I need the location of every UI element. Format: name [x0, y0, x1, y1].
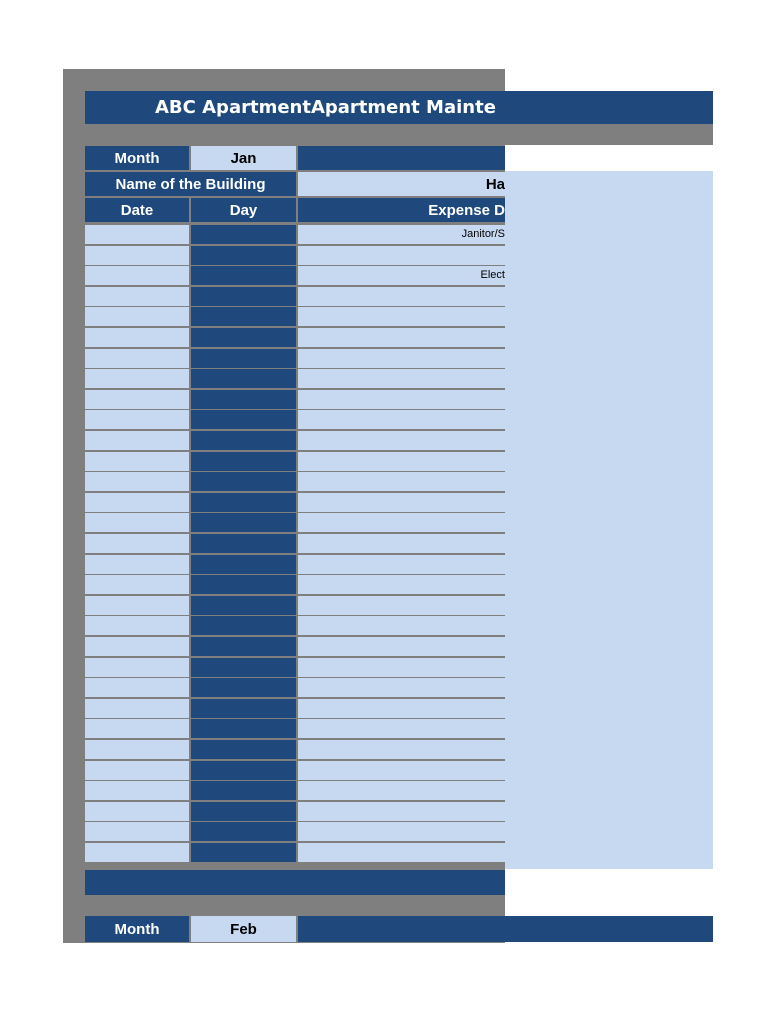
date-cell[interactable] — [85, 616, 189, 635]
date-cell[interactable] — [85, 225, 189, 244]
day-cell[interactable] — [191, 369, 296, 388]
expense-cell[interactable] — [298, 719, 505, 738]
day-cell[interactable] — [191, 513, 296, 532]
day-cell[interactable] — [191, 761, 296, 780]
expense-cell[interactable] — [298, 390, 505, 409]
date-cell[interactable] — [85, 493, 189, 512]
day-cell[interactable] — [191, 472, 296, 491]
date-cell[interactable] — [85, 843, 189, 862]
date-cell[interactable] — [85, 246, 189, 265]
day-cell[interactable] — [191, 678, 296, 697]
day-cell[interactable] — [191, 431, 296, 450]
separator-strip — [85, 124, 713, 145]
date-cell[interactable] — [85, 452, 189, 471]
date-cell[interactable] — [85, 307, 189, 326]
month-label-cell: Month — [85, 146, 189, 170]
date-cell[interactable] — [85, 349, 189, 368]
expense-cell[interactable] — [298, 493, 505, 512]
expense-cell[interactable] — [298, 616, 505, 635]
day-cell[interactable] — [191, 802, 296, 821]
expense-cell[interactable] — [298, 637, 505, 656]
expense-cell[interactable] — [298, 369, 505, 388]
date-cell[interactable] — [85, 513, 189, 532]
feb-month-value-cell[interactable]: Feb — [191, 916, 296, 942]
date-cell[interactable] — [85, 781, 189, 800]
day-cell[interactable] — [191, 493, 296, 512]
expense-cell[interactable] — [298, 658, 505, 677]
date-cell[interactable] — [85, 431, 189, 450]
expense-cell[interactable] — [298, 596, 505, 615]
day-cell[interactable] — [191, 287, 296, 306]
day-cell[interactable] — [191, 822, 296, 841]
date-cell[interactable] — [85, 410, 189, 429]
separator-strip-bottom — [85, 895, 505, 916]
expense-cell[interactable] — [298, 349, 505, 368]
day-cell[interactable] — [191, 719, 296, 738]
expense-cell[interactable] — [298, 246, 505, 265]
day-cell[interactable] — [191, 658, 296, 677]
expense-cell[interactable]: Janitor/S — [298, 225, 505, 244]
date-cell[interactable] — [85, 472, 189, 491]
expense-cell[interactable] — [298, 452, 505, 471]
day-cell[interactable] — [191, 266, 296, 285]
expense-cell[interactable]: Elect — [298, 266, 505, 285]
expense-cell[interactable] — [298, 575, 505, 594]
date-cell[interactable] — [85, 719, 189, 738]
day-cell[interactable] — [191, 534, 296, 553]
day-header: Day — [191, 198, 296, 222]
date-cell[interactable] — [85, 822, 189, 841]
expense-cell[interactable] — [298, 740, 505, 759]
day-cell[interactable] — [191, 575, 296, 594]
expense-cell[interactable] — [298, 328, 505, 347]
expense-cell[interactable] — [298, 843, 505, 862]
month-row-filler — [298, 146, 505, 170]
date-cell[interactable] — [85, 740, 189, 759]
date-cell[interactable] — [85, 596, 189, 615]
feb-month-row-filler — [298, 916, 713, 942]
expense-cell[interactable] — [298, 534, 505, 553]
expense-cell[interactable] — [298, 678, 505, 697]
date-cell[interactable] — [85, 658, 189, 677]
expense-cell[interactable] — [298, 431, 505, 450]
expense-cell[interactable] — [298, 781, 505, 800]
day-cell[interactable] — [191, 452, 296, 471]
expense-cell[interactable] — [298, 307, 505, 326]
expense-cell[interactable] — [298, 802, 505, 821]
expense-cell[interactable] — [298, 513, 505, 532]
date-cell[interactable] — [85, 802, 189, 821]
building-value-cell[interactable]: Ha — [298, 172, 505, 196]
day-cell[interactable] — [191, 555, 296, 574]
month-value-cell[interactable]: Jan — [191, 146, 296, 170]
date-cell[interactable] — [85, 390, 189, 409]
day-cell[interactable] — [191, 699, 296, 718]
sheet-title: ABC ApartmentApartment Mainte — [155, 97, 496, 118]
date-cell[interactable] — [85, 534, 189, 553]
right-panel-fill — [505, 171, 713, 869]
expense-cell[interactable] — [298, 287, 505, 306]
expense-cell[interactable] — [298, 699, 505, 718]
date-cell[interactable] — [85, 287, 189, 306]
date-cell[interactable] — [85, 266, 189, 285]
total-row — [85, 870, 505, 895]
expense-cell[interactable] — [298, 410, 505, 429]
day-cell[interactable] — [191, 616, 296, 635]
day-cell[interactable] — [191, 637, 296, 656]
day-cell[interactable] — [191, 225, 296, 244]
day-cell[interactable] — [191, 307, 296, 326]
date-cell[interactable] — [85, 761, 189, 780]
expense-header: Expense D — [298, 198, 505, 222]
day-cell[interactable] — [191, 781, 296, 800]
day-cell[interactable] — [191, 349, 296, 368]
expense-cell[interactable] — [298, 472, 505, 491]
day-cell[interactable] — [191, 390, 296, 409]
expense-cell[interactable] — [298, 555, 505, 574]
date-cell[interactable] — [85, 637, 189, 656]
date-cell[interactable] — [85, 678, 189, 697]
expense-cell[interactable] — [298, 822, 505, 841]
day-cell[interactable] — [191, 246, 296, 265]
expense-cell[interactable] — [298, 761, 505, 780]
date-cell[interactable] — [85, 699, 189, 718]
day-cell[interactable] — [191, 740, 296, 759]
building-label-cell: Name of the Building — [85, 172, 296, 196]
day-cell[interactable] — [191, 843, 296, 862]
day-cell[interactable] — [191, 328, 296, 347]
date-cell[interactable] — [85, 575, 189, 594]
date-cell[interactable] — [85, 328, 189, 347]
day-cell[interactable] — [191, 596, 296, 615]
day-cell[interactable] — [191, 410, 296, 429]
date-cell[interactable] — [85, 369, 189, 388]
date-header: Date — [85, 198, 189, 222]
feb-month-label-cell: Month — [85, 916, 189, 942]
date-cell[interactable] — [85, 555, 189, 574]
